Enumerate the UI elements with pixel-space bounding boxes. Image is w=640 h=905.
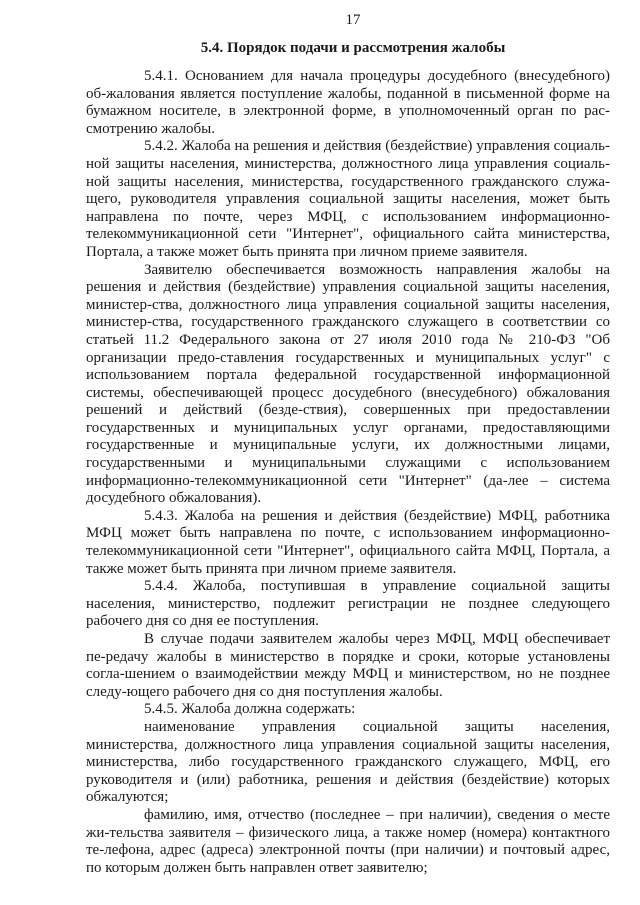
paragraph-content-name: наименование управления социальной защиты населения, министерства, должностного лица управления социальной защиты населения, министерства, либо государственного гражданского служащего, МФЦ, его руководителя и (или) работника, решения и действия (бездействие) которых обжалуются; [86,718,610,806]
page-number: 17 [345,12,361,28]
section-heading: 5.4. Порядок подачи и рассмотрения жалобы [200,40,506,56]
paragraph-applicant-appeal-system: Заявителю обеспечивается возможность направления жалобы на решения и действия (бездействие) управления социальной защиты населения, министер-ства, должностного лица управления социальной защиты населения, министер-ства, государственного гражданского служащего в соответствии со статьей 11.2 Федерального закона от 27 июля 2010 года № 210-ФЗ "Об организации предо-ставления государственных и муниципальных услуг" с использованием портала федеральной государственной информационной системы, обеспечивающей процесс досудебного (внесудебного) обжалования решений и действий (безде-ствия), совершенных при предоставлении государственных и муниципальных услуг органами, предоставляющими государственные и муниципальные услуги, их должностными лицами, государственными и муниципальными служащими с использованием информационно-телекоммуникационной сети "Интернет" (да-лее – система досудебного обжалования). [86,261,610,507]
paragraph-mfc-transfer: В случае подачи заявителем жалобы через МФЦ, МФЦ обеспечивает пе-редачу жалобы в министерство в порядке и сроки, которые установлены согла-шением о взаимодействии между МФЦ и министерством, но не позднее следу-ющего рабочего дня со дня поступления жалобы. [86,631,610,700]
paragraph-5-4-1: 5.4.1. Основанием для начала процедуры досудебного (внесудебного) об-жалования является поступление жалобы, поданной в письменной форме на бумажном носителе, в электронной форме, в уполномоченный орган по рас-смотрению жалобы. [86,68,610,137]
paragraph-5-4-4: 5.4.4. Жалоба, поступившая в управление социальной защиты населения, министерство, подлежит регистрации не позднее следующего рабочего дня со дня ее поступления. [86,578,610,630]
paragraph-5-4-2: 5.4.2. Жалоба на решения и действия (бездействие) управления социаль-ной защиты населения, министерства, должностного лица управления социаль-ной защиты населения, министерства, государственного гражданского служа-щего, руководителя управления социальной защиты населения, может быть направлена по почте, через МФЦ, с использованием информационно-телекоммуникационной сети "Интернет", официального сайта министерства, Портала, а также может быть принята при личном приеме заявителя. [86,138,610,260]
paragraph-5-4-3: 5.4.3. Жалоба на решения и действия (бездействие) МФЦ, работника МФЦ может быть направлена по почте, с использованием информационно-телекоммуникационной сети "Интернет", официального сайта МФЦ, Портала, а также может быть принята при личном приеме заявителя. [86,507,610,577]
paragraph-content-applicant: фамилию, имя, отчество (последнее – при наличии), сведения о месте жи-тельства заявителя – физического лица, а также номер (номера) контактного те-лефона, адрес (адреса) электронной почты (при наличии) и почтовый адрес, по которым должен быть направлен ответ заявителю; [86,806,610,876]
paragraph-5-4-5: 5.4.5. Жалоба должна содержать: [144,701,356,718]
